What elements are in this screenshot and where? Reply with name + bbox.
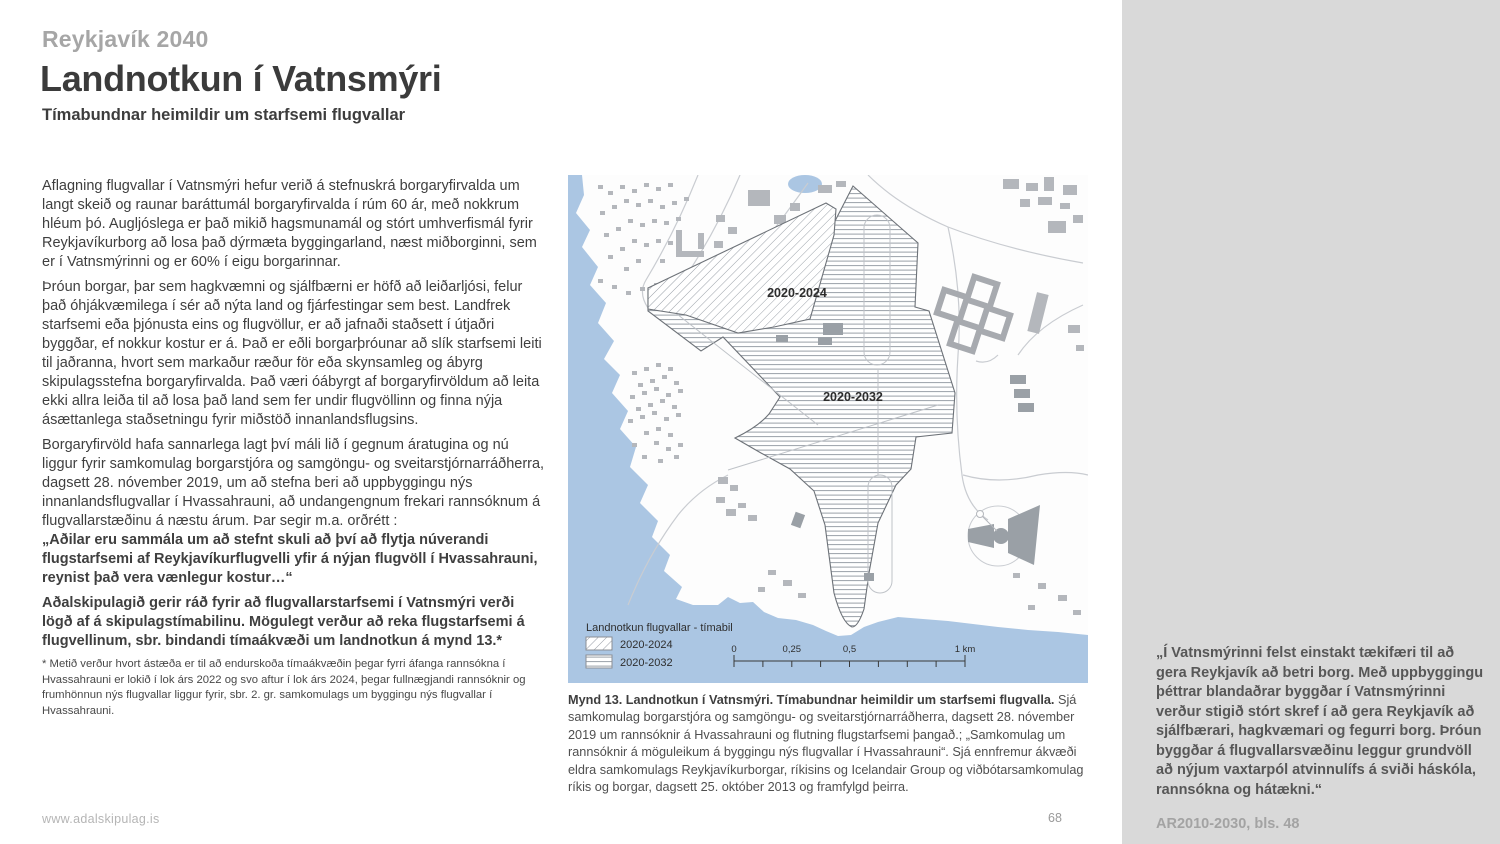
body-quote-paragraph: „Aðilar eru sammála um að stefnt skuli að því að flytja núverandi flugstarfsemi af Reykjavíkurflugvelli yfir á nýjan flugvöll í Hvassahrauni, reynist það vera vænlegur kostur…“ [42, 532, 538, 586]
figure-caption [568, 692, 1084, 796]
sidebar-quote-block [1156, 644, 1484, 835]
map-image [568, 175, 1088, 683]
map-label-2020-2032: 2020-2032 [823, 390, 883, 404]
map-pond [788, 175, 822, 193]
legend-swatch-2020-2032 [586, 655, 612, 668]
sidebar-quote-attribution: AR2010-2030, bls. 48 [1156, 816, 1300, 832]
footer-url[interactable]: www.adalskipulag.is [42, 812, 160, 826]
caption-lead: Mynd 13. Landnotkun í Vatnsmýri. Tímabundnar heimildir um starfsemi flugvalla. [568, 693, 1055, 707]
legend-label-2020-2032: 2020-2032 [620, 657, 673, 669]
scale-label-05: 0,5 [842, 644, 857, 655]
map-label-2020-2024: 2020-2024 [767, 286, 827, 300]
body-paragraph-2: Þróun borgar, þar sem hagkvæmni og sjálfbærni er höfð að leiðarljósi, felur það óhjákvæmilega í sér að nýta land og fjárfestingar sem best. Landfrek starfsemi eða þjónusta eins og flugvöllur, er að jafnaði staðsett í útjaðri byggðar, ef nokkur kostur er á. Það er eðli borgarþróunar að slík starfsemi leiti til jaðranna, hvort sem markaður ræður för eða skynsamleg og ábyrg skipulagsstefna borgaryfirvalda. Það væri óábyrgt af borgaryfirvöldum að leita ekki allra leiða til að losa það land sem fer undir flugvöllinn og finna nýja ásættanlega staðsetningu fyrir miðstöð innanlandsflugsins. [42, 279, 542, 428]
footer-page-number: 68 [1048, 811, 1062, 825]
body-paragraph-3: Borgaryfirvöld hafa sannarlega lagt því máli lið í gegnum áratugina og nú liggur fyrir samkomulag borgarstjóra og samgöngu- og sveitarstjórnarráðherra, dagsett 28. nóvember 2019, um að stefna beri að uppbyggingu nýs innanlandsflugvallar í Hvassahrauni, að undangengnum frekari rannsóknum á flugvallarstæðinu á næstu árum. Þar segir m.a. orðrétt : [42, 437, 545, 529]
body-text-column [42, 177, 545, 719]
map-svg [568, 175, 1088, 683]
caption-text: Sjá samkomulag borgarstjóra og samgöngu- og sveitarstjórnarráðherra, dagsett 28. nóvember 2019 um rannsóknir á Hvassahrauni og flutning flugstarfsemi þangað.; „Samkomulag um rannsóknir á möguleikum á byggingu nýs flugvallar í Hvassahrauni“. Sjá ennfremur ákvæði eldra samkomulags Reykjavíkurborgar, ríkisins og Icelandair Group og viðbótarsamkomulag ríkis og borgar, dagsett 25. október 2013 og framfylgd þeirra. [568, 693, 1084, 795]
sidebar-quote: „Í Vatnsmýrinni felst einstakt tækifæri til að gera Reykjavík að betri borg. Með uppbyggingu þéttrar blandaðrar byggðar í Vatnsmýrinni verður stigið stórt skref í að gera Reykjavík að sjálfbærari, hagkvæmari og fegurri borg. Þróun byggðar á flugvallarsvæðinu leggur grundvöll að nýjum vaxtarpól atvinnulífs á sviði háskóla, rannsókna og hátækni.“ [1156, 645, 1484, 798]
scale-label-025: 0,25 [782, 644, 802, 655]
legend-title: Landnotkun flugvallar - tímabil [586, 622, 733, 634]
body-paragraph-1: Aflagning flugvallar í Vatnsmýri hefur verið á stefnuskrá borgaryfirvalda um langt skeið og raunar baráttumál borgaryfirvalda í rúm 60 ár, með nokkrum hléum þó. Augljóslega er það mikið hagsmunamál og stórt umhverfismál fyrir Reykjavíkurborg að losa það dýrmæta byggingarland, næst miðborginni, sem er í Vatnsmýrinni og er 60% í eigu borgarinnar. [42, 178, 537, 270]
scale-label-1km: 1 km [954, 644, 976, 655]
page-subtitle: Tímabundnar heimildir um starfsemi flugvallar [42, 106, 406, 124]
footnote: * Metið verður hvort ástæða er til að endurskoða tímaákvæðin þegar fyrri áfanga rannsókna í Hvassahrauni er lokið í lok árs 2022 og svo aftur í lok árs 2024, þegar fullnægjandi rannsóknir og frumhönnun nýs flugvallar liggur fyrir, sbr. 2. gr. samkomulags um byggingu nýs flugvallar í Hvassahrauni. [42, 658, 526, 717]
page-kicker: Reykjavík 2040 [42, 26, 209, 52]
body-emphasis-paragraph: Aðalskipulagið gerir ráð fyrir að flugvallarstarfsemi í Vatnsmýri verði lögð af á skipulagstímabilinu. Mögulegt verður að reka flugstarfsemi á flugvellinum, sbr. bindandi tímaákvæði um landnotkun á mynd 13.* [42, 595, 525, 649]
legend-swatch-2020-2024 [586, 637, 612, 650]
scale-label-0: 0 [731, 644, 737, 655]
page-title: Landnotkun í Vatnsmýri [40, 58, 442, 99]
figure-map [568, 175, 1088, 796]
legend-label-2020-2024: 2020-2024 [620, 639, 673, 651]
